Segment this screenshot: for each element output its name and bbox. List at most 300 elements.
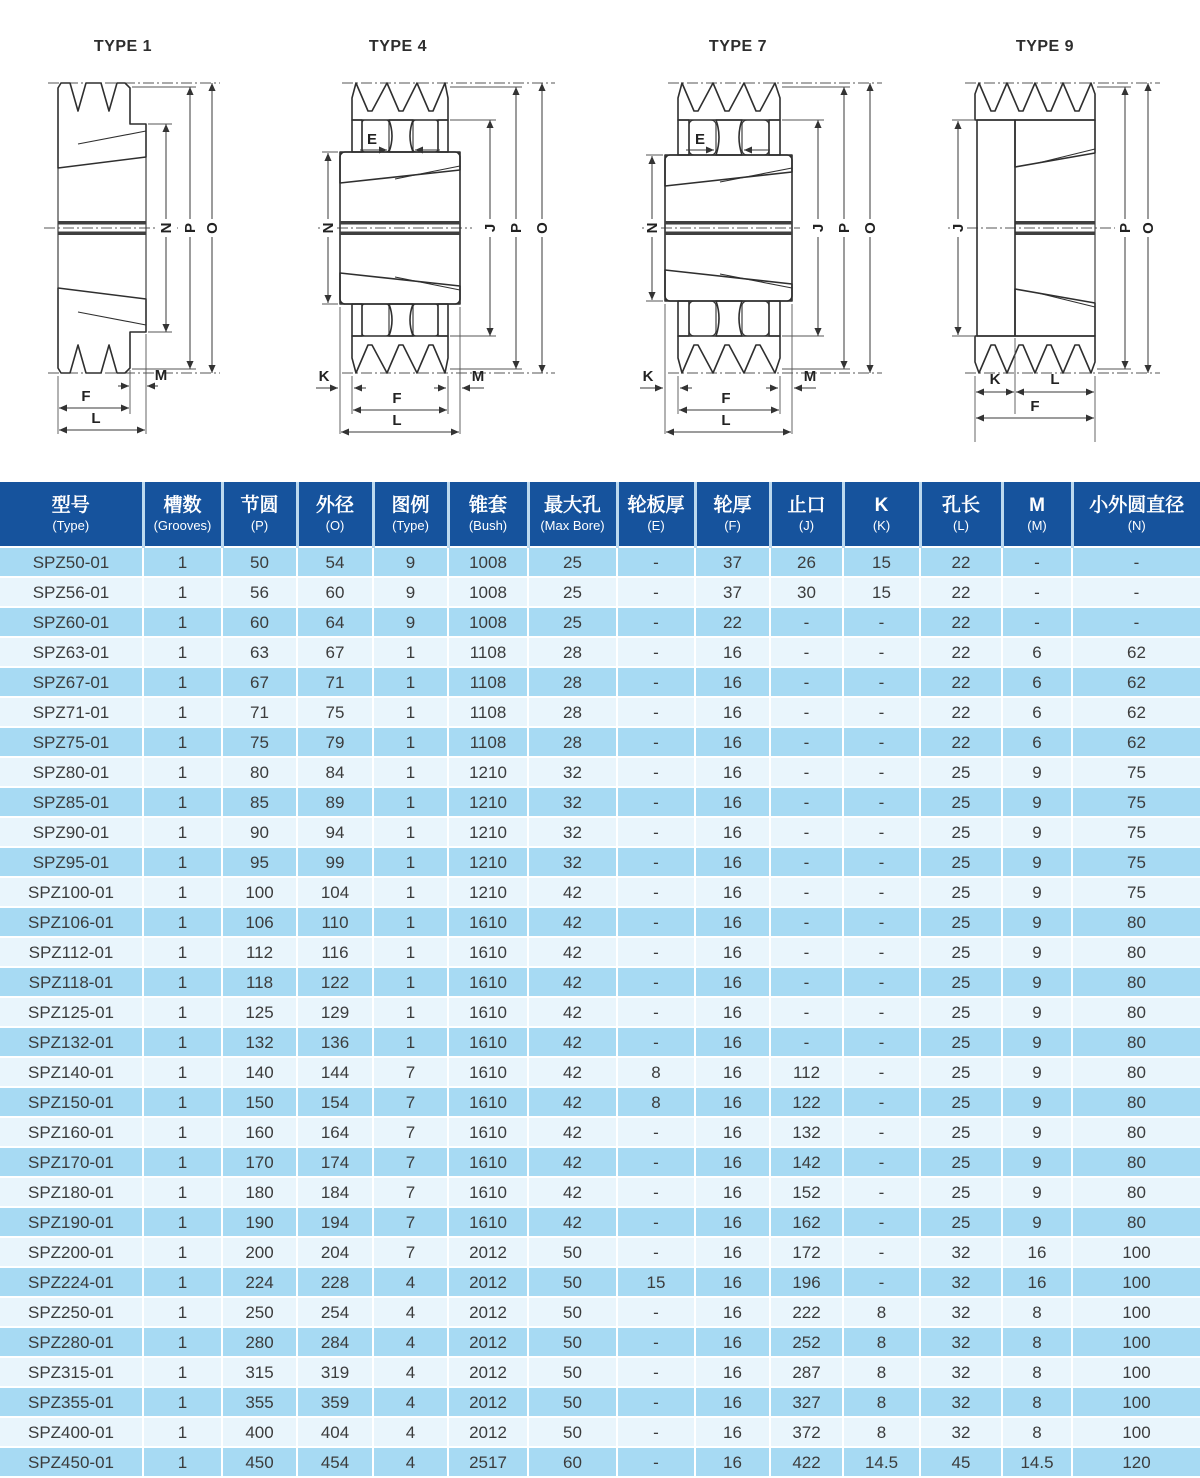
dim-label-l: L — [721, 412, 731, 429]
table-cell: - — [617, 727, 695, 757]
table-cell: 22 — [920, 577, 1002, 607]
dim-label-e: E — [694, 131, 706, 148]
table-row — [0, 1177, 1200, 1207]
column-header-zh: 最大孔 — [543, 494, 601, 516]
table-cell: 100 — [1072, 1387, 1200, 1417]
table-cell: 16 — [695, 1297, 770, 1327]
table-cell: 1108 — [448, 667, 528, 697]
table-cell: 25 — [920, 907, 1002, 937]
table-cell: SPZ80-01 — [0, 757, 143, 787]
table-cell: - — [617, 1177, 695, 1207]
table-cell: 1610 — [448, 967, 528, 997]
table-row — [0, 667, 1200, 697]
table-cell: 22 — [920, 607, 1002, 637]
table-cell: 2012 — [448, 1357, 528, 1387]
column-header — [843, 482, 920, 547]
table-cell: - — [843, 757, 920, 787]
dim-label-k: K — [318, 368, 330, 385]
dim-label-j: J — [950, 223, 967, 233]
table-cell: 450 — [222, 1447, 297, 1476]
table-cell: 132 — [770, 1117, 843, 1147]
table-cell: 222 — [770, 1297, 843, 1327]
table-cell: 327 — [770, 1387, 843, 1417]
table-cell: 1210 — [448, 757, 528, 787]
column-header — [448, 482, 528, 547]
table-cell: 42 — [528, 907, 617, 937]
table-cell: 79 — [297, 727, 373, 757]
table-cell: 94 — [297, 817, 373, 847]
table-cell: - — [770, 907, 843, 937]
table-cell: - — [1002, 577, 1072, 607]
table-cell: 42 — [528, 997, 617, 1027]
table-cell: - — [770, 1027, 843, 1057]
table-cell: 1 — [143, 1387, 222, 1417]
dim-label-o: O — [862, 222, 879, 234]
column-header — [1002, 482, 1072, 547]
dim-label-p: P — [182, 222, 199, 234]
table-cell: 280 — [222, 1327, 297, 1357]
table-cell: 1 — [373, 1027, 448, 1057]
table-cell: 25 — [920, 1087, 1002, 1117]
diagram-title: TYPE 1 — [93, 38, 153, 55]
column-header-zh: 节圆 — [240, 494, 279, 516]
table-cell: 37 — [695, 547, 770, 577]
table-cell: SPZ140-01 — [0, 1057, 143, 1087]
table-cell: 1 — [143, 697, 222, 727]
table-cell: - — [617, 637, 695, 667]
table-cell: 25 — [528, 607, 617, 637]
column-header-zh: 图例 — [391, 494, 430, 516]
table-cell: 1 — [373, 877, 448, 907]
dim-label-o: O — [204, 222, 221, 234]
table-cell: 16 — [695, 1117, 770, 1147]
table-cell: SPZ280-01 — [0, 1327, 143, 1357]
column-header-zh: 型号 — [51, 494, 90, 516]
table-cell: - — [843, 1117, 920, 1147]
column-header-en: (Grooves) — [153, 518, 212, 534]
table-cell: - — [617, 787, 695, 817]
table-row — [0, 697, 1200, 727]
table-cell: - — [770, 847, 843, 877]
table-cell: 9 — [1002, 1177, 1072, 1207]
table-cell: 25 — [528, 547, 617, 577]
table-cell: - — [1072, 547, 1200, 577]
table-row — [0, 1357, 1200, 1387]
table-cell: - — [770, 667, 843, 697]
table-cell: 9 — [373, 607, 448, 637]
column-header — [222, 482, 297, 547]
table-cell: 1008 — [448, 607, 528, 637]
table-cell: 16 — [695, 1147, 770, 1177]
column-header-en: (F) — [724, 518, 741, 534]
table-cell: 25 — [920, 877, 1002, 907]
table-row — [0, 937, 1200, 967]
table-cell: 2012 — [448, 1417, 528, 1447]
table-cell: 16 — [695, 1357, 770, 1387]
table-cell: 1 — [143, 1357, 222, 1387]
table-cell: 9 — [1002, 907, 1072, 937]
table-cell: - — [843, 1087, 920, 1117]
table-row — [0, 637, 1200, 667]
table-cell: - — [617, 907, 695, 937]
dim-label-o: O — [534, 222, 551, 234]
table-cell: 16 — [695, 1057, 770, 1087]
table-cell: - — [617, 1147, 695, 1177]
column-header — [143, 482, 222, 547]
table-cell: 1 — [143, 1327, 222, 1357]
table-cell: 196 — [770, 1267, 843, 1297]
table-cell: - — [770, 697, 843, 727]
table-cell: 1 — [143, 937, 222, 967]
table-cell: 1 — [143, 997, 222, 1027]
table-cell: 150 — [222, 1087, 297, 1117]
table-cell: - — [770, 787, 843, 817]
table-cell: 67 — [222, 667, 297, 697]
table-cell: 1610 — [448, 1057, 528, 1087]
table-cell: 7 — [373, 1117, 448, 1147]
table-cell: - — [617, 997, 695, 1027]
table-cell: 67 — [297, 637, 373, 667]
type-9-diagram — [900, 20, 1200, 462]
table-cell: SPZ132-01 — [0, 1027, 143, 1057]
table-cell: 8 — [843, 1417, 920, 1447]
table-cell: 9 — [1002, 847, 1072, 877]
table-cell: 1 — [143, 727, 222, 757]
table-cell: 26 — [770, 547, 843, 577]
dim-label-j: J — [482, 223, 499, 233]
table-cell: 32 — [528, 847, 617, 877]
table-cell: 42 — [528, 1177, 617, 1207]
table-cell: 2012 — [448, 1327, 528, 1357]
table-cell: SPZ250-01 — [0, 1297, 143, 1327]
table-cell: 6 — [1002, 637, 1072, 667]
table-cell: SPZ190-01 — [0, 1207, 143, 1237]
table-cell: 160 — [222, 1117, 297, 1147]
table-cell: 16 — [695, 907, 770, 937]
table-cell: 1 — [143, 1057, 222, 1087]
table-cell: 9 — [1002, 997, 1072, 1027]
table-cell: 1 — [143, 1177, 222, 1207]
table-cell: 8 — [1002, 1357, 1072, 1387]
table-cell: 1 — [143, 967, 222, 997]
table-row — [0, 1327, 1200, 1357]
table-cell: 16 — [695, 1447, 770, 1476]
table-cell: 9 — [1002, 877, 1072, 907]
table-cell: 85 — [222, 787, 297, 817]
table-cell: 132 — [222, 1027, 297, 1057]
table-cell: 228 — [297, 1267, 373, 1297]
table-cell: 8 — [1002, 1297, 1072, 1327]
type-4-diagram — [300, 20, 600, 462]
table-cell: - — [770, 727, 843, 757]
table-cell: - — [843, 1027, 920, 1057]
table-cell: 184 — [297, 1177, 373, 1207]
table-cell: 154 — [297, 1087, 373, 1117]
table-row — [0, 877, 1200, 907]
column-header-zh: M — [1029, 494, 1045, 516]
table-cell: 1 — [373, 907, 448, 937]
table-cell: 22 — [920, 547, 1002, 577]
dim-label-m: M — [154, 367, 168, 384]
table-cell: 252 — [770, 1327, 843, 1357]
table-cell: 1008 — [448, 577, 528, 607]
table-cell: 1 — [143, 667, 222, 697]
table-cell: 1610 — [448, 1117, 528, 1147]
dim-label-n: N — [158, 222, 175, 234]
table-cell: - — [617, 1387, 695, 1417]
table-cell: 1 — [143, 1147, 222, 1177]
table-cell: 1610 — [448, 997, 528, 1027]
column-header-zh: 槽数 — [163, 494, 202, 516]
table-cell: 8 — [843, 1357, 920, 1387]
table-cell: 1 — [373, 847, 448, 877]
table-cell: 75 — [1072, 757, 1200, 787]
dim-label-o: O — [1140, 222, 1157, 234]
table-cell: - — [617, 577, 695, 607]
table-cell: 25 — [920, 1207, 1002, 1237]
column-header — [1072, 482, 1200, 547]
table-cell: 8 — [1002, 1387, 1072, 1417]
table-cell: - — [1072, 577, 1200, 607]
table-cell: 62 — [1072, 697, 1200, 727]
table-cell: 42 — [528, 967, 617, 997]
table-cell: 142 — [770, 1147, 843, 1177]
table-row — [0, 577, 1200, 607]
table-cell: 1610 — [448, 937, 528, 967]
table-cell: 16 — [695, 1387, 770, 1417]
table-cell: 80 — [1072, 1057, 1200, 1087]
table-cell: 125 — [222, 997, 297, 1027]
table-cell: 1 — [373, 817, 448, 847]
table-cell: SPZ160-01 — [0, 1117, 143, 1147]
table-row — [0, 997, 1200, 1027]
table-cell: SPZ450-01 — [0, 1447, 143, 1476]
table-cell: 1 — [143, 607, 222, 637]
table-cell: 45 — [920, 1447, 1002, 1476]
table-cell: SPZ71-01 — [0, 697, 143, 727]
table-cell: 32 — [920, 1237, 1002, 1267]
table-cell: - — [617, 1207, 695, 1237]
table-cell: 1210 — [448, 817, 528, 847]
table-cell: SPZ125-01 — [0, 997, 143, 1027]
table-cell: 80 — [1072, 907, 1200, 937]
table-cell: 162 — [770, 1207, 843, 1237]
table-cell: 1 — [143, 1117, 222, 1147]
table-cell: 100 — [1072, 1267, 1200, 1297]
table-cell: 140 — [222, 1057, 297, 1087]
table-cell: - — [617, 1327, 695, 1357]
table-cell: - — [843, 637, 920, 667]
table-cell: 152 — [770, 1177, 843, 1207]
table-row — [0, 817, 1200, 847]
table-cell: 9 — [1002, 1087, 1072, 1117]
table-cell: 16 — [1002, 1237, 1072, 1267]
table-row — [0, 1087, 1200, 1117]
table-cell: 16 — [695, 997, 770, 1027]
table-cell: - — [843, 997, 920, 1027]
table-cell: 50 — [528, 1357, 617, 1387]
table-cell: 359 — [297, 1387, 373, 1417]
table-cell: 16 — [695, 787, 770, 817]
table-cell: - — [770, 937, 843, 967]
diagram-title: TYPE 7 — [708, 38, 768, 55]
table-cell: - — [843, 817, 920, 847]
table-cell: 16 — [695, 1027, 770, 1057]
table-cell: 120 — [1072, 1447, 1200, 1476]
table-cell: SPZ170-01 — [0, 1147, 143, 1177]
table-cell: 14.5 — [843, 1447, 920, 1476]
table-cell: 2012 — [448, 1267, 528, 1297]
column-header-zh: 小外圆直径 — [1089, 494, 1185, 516]
table-cell: 118 — [222, 967, 297, 997]
table-cell: 60 — [297, 577, 373, 607]
table-cell: 9 — [373, 547, 448, 577]
table-cell: SPZ200-01 — [0, 1237, 143, 1267]
table-cell: 194 — [297, 1207, 373, 1237]
table-cell: 28 — [528, 667, 617, 697]
table-cell: 60 — [222, 607, 297, 637]
table-cell: 1 — [143, 1417, 222, 1447]
column-header-en: (J) — [798, 518, 815, 534]
table-cell: 1 — [143, 547, 222, 577]
table-cell: SPZ100-01 — [0, 877, 143, 907]
table-cell: 54 — [297, 547, 373, 577]
table-cell: 42 — [528, 1147, 617, 1177]
table-row — [0, 727, 1200, 757]
column-header-en: (M) — [1027, 518, 1047, 534]
table-row — [0, 547, 1200, 577]
table-row — [0, 757, 1200, 787]
table-cell: 144 — [297, 1057, 373, 1087]
table-cell: 15 — [843, 577, 920, 607]
table-cell: 8 — [843, 1297, 920, 1327]
table-cell: SPZ106-01 — [0, 907, 143, 937]
table-row — [0, 1417, 1200, 1447]
table-cell: SPZ63-01 — [0, 637, 143, 667]
dim-label-l: L — [1050, 371, 1060, 388]
table-cell: 4 — [373, 1447, 448, 1476]
table-cell: - — [770, 757, 843, 787]
table-cell: SPZ75-01 — [0, 727, 143, 757]
dim-label-l: L — [392, 412, 402, 429]
table-cell: 16 — [695, 1087, 770, 1117]
table-cell: 1210 — [448, 847, 528, 877]
column-header — [528, 482, 617, 547]
column-header — [0, 482, 143, 547]
table-cell: 16 — [695, 1327, 770, 1357]
dim-label-m: M — [803, 368, 817, 385]
table-cell: 122 — [770, 1087, 843, 1117]
table-cell: - — [617, 667, 695, 697]
table-cell: 25 — [920, 1147, 1002, 1177]
table-cell: 204 — [297, 1237, 373, 1267]
table-cell: 422 — [770, 1447, 843, 1476]
table-cell: - — [617, 1357, 695, 1387]
table-cell: - — [770, 637, 843, 667]
table-cell: 1610 — [448, 1147, 528, 1177]
table-cell: 454 — [297, 1447, 373, 1476]
table-cell: 1 — [143, 907, 222, 937]
table-cell: 100 — [1072, 1297, 1200, 1327]
column-header — [373, 482, 448, 547]
table-cell: 4 — [373, 1417, 448, 1447]
table-cell: 50 — [528, 1387, 617, 1417]
table-cell: 64 — [297, 607, 373, 637]
table-cell: 42 — [528, 1057, 617, 1087]
table-row — [0, 1057, 1200, 1087]
table-cell: 37 — [695, 577, 770, 607]
table-cell: 1610 — [448, 1207, 528, 1237]
table-cell: 28 — [528, 727, 617, 757]
table-cell: 1 — [373, 997, 448, 1027]
column-header-zh: 孔长 — [941, 494, 980, 516]
table-row — [0, 1027, 1200, 1057]
table-cell: 1 — [373, 697, 448, 727]
table-cell: 16 — [695, 817, 770, 847]
table-cell: 7 — [373, 1057, 448, 1087]
table-cell: 110 — [297, 907, 373, 937]
table-cell: - — [617, 847, 695, 877]
table-cell: 1 — [143, 757, 222, 787]
table-cell: 9 — [1002, 817, 1072, 847]
table-cell: 100 — [1072, 1357, 1200, 1387]
table-cell: 42 — [528, 877, 617, 907]
table-cell: 9 — [1002, 1207, 1072, 1237]
table-cell: 25 — [920, 1177, 1002, 1207]
dim-label-e: E — [366, 131, 378, 148]
table-cell: 1 — [373, 757, 448, 787]
table-cell: 32 — [920, 1387, 1002, 1417]
table-cell: 25 — [920, 1057, 1002, 1087]
table-cell: 1 — [373, 937, 448, 967]
table-cell: SPZ224-01 — [0, 1267, 143, 1297]
table-cell: SPZ112-01 — [0, 937, 143, 967]
table-cell: 100 — [1072, 1417, 1200, 1447]
table-cell: 6 — [1002, 697, 1072, 727]
dim-label-k: K — [989, 371, 1001, 388]
table-cell: - — [617, 937, 695, 967]
table-cell: 80 — [1072, 937, 1200, 967]
table-cell: - — [617, 1237, 695, 1267]
table-row — [0, 1117, 1200, 1147]
table-cell: 28 — [528, 637, 617, 667]
table-cell: SPZ67-01 — [0, 667, 143, 697]
table-cell: - — [843, 607, 920, 637]
table-cell: 15 — [617, 1267, 695, 1297]
table-header — [0, 482, 1200, 547]
column-header-zh: K — [874, 494, 889, 516]
table-cell: 56 — [222, 577, 297, 607]
table-cell: 400 — [222, 1417, 297, 1447]
table-cell: 1108 — [448, 727, 528, 757]
table-cell: 32 — [920, 1357, 1002, 1387]
table-cell: 16 — [695, 847, 770, 877]
table-cell: 80 — [1072, 1027, 1200, 1057]
table-cell: 9 — [373, 577, 448, 607]
table-cell: 22 — [920, 697, 1002, 727]
table-cell: 116 — [297, 937, 373, 967]
spec-table — [0, 482, 1200, 1476]
table-cell: 42 — [528, 937, 617, 967]
column-header — [695, 482, 770, 547]
table-cell: 9 — [1002, 1117, 1072, 1147]
table-cell: 254 — [297, 1297, 373, 1327]
table-cell: - — [1002, 547, 1072, 577]
table-cell: 404 — [297, 1417, 373, 1447]
table-cell: 1610 — [448, 1087, 528, 1117]
table-cell: 9 — [1002, 937, 1072, 967]
table-cell: 7 — [373, 1087, 448, 1117]
